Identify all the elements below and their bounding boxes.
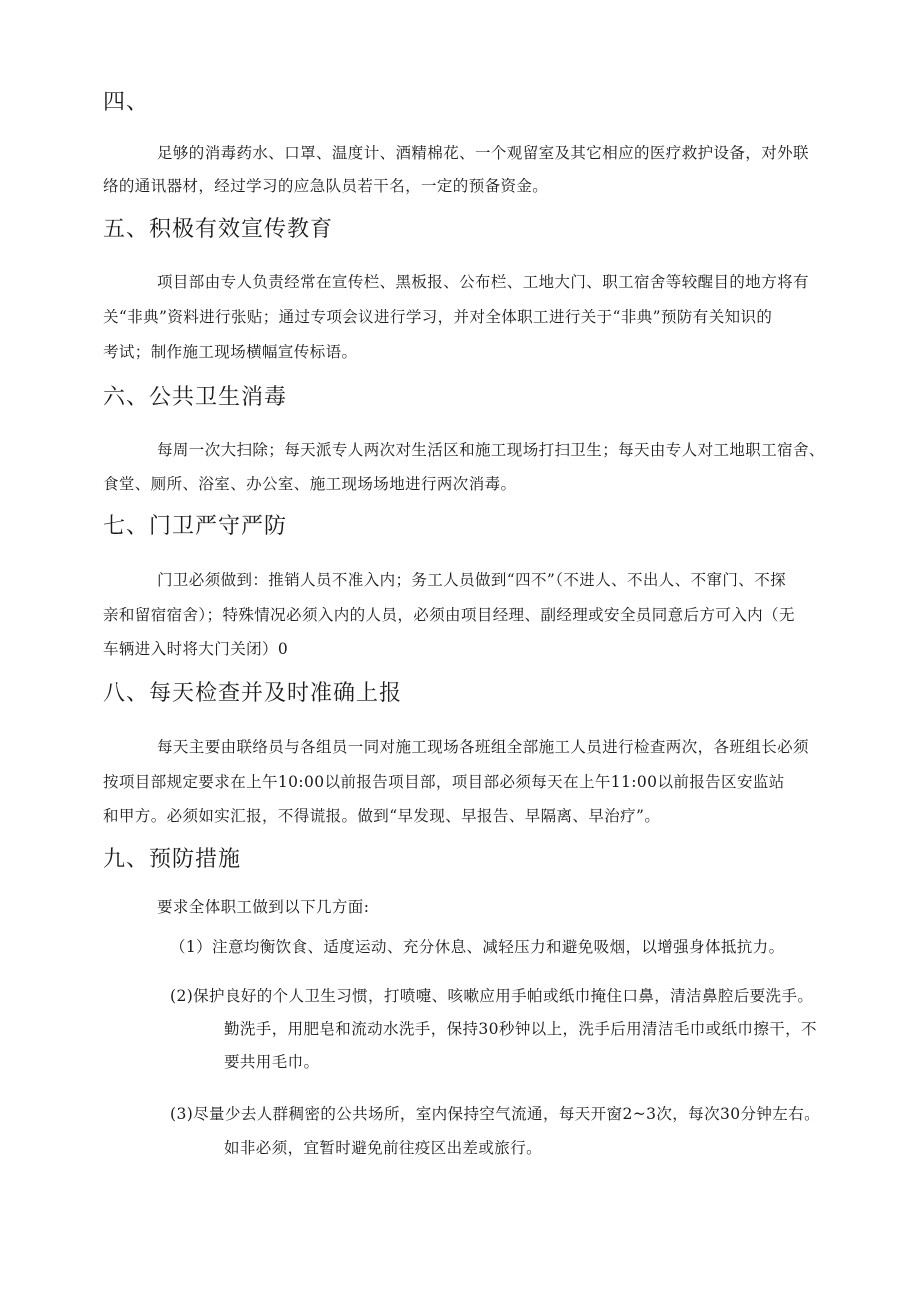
section-heading-6: 六、公共卫生消毒 — [103, 385, 288, 410]
section-heading-8: 八、每天检查并及时准确上报 — [103, 681, 403, 706]
paragraph-line: 亲和留宿宿舍）；特殊情况必须入内的人员，必须由项目经理、副经理或安全员同意后方可入内（无 — [103, 606, 795, 624]
list-item-3: (3)尽量少去人群稠密的公共场所，室内保持空气流通，每天开窗2~3次，每次30分钟左右。 — [170, 1105, 820, 1123]
section-heading-5: 五、积极有效宣传教育 — [103, 217, 334, 242]
list-item-1: （1）注意均衡饮食、适度运动、充分休息、减轻压力和避免吸烟，以增强身体抵抗力。 — [170, 938, 785, 956]
paragraph-line: 项目部由专人负责经常在宣传栏、黑板报、公布栏、工地大门、职工宿舍等较醒目的地方将有 — [157, 273, 809, 291]
section-heading-4: 四、 — [103, 90, 150, 115]
paragraph-line: 每天主要由联络员与各组员一同对施工现场各班组全部施工人员进行检查两次，各班组长必须 — [157, 738, 809, 756]
paragraph-line: 和甲方。必须如实汇报，不得谎报。做到“早发现、早报告、早隔离、早治疗”。 — [103, 807, 661, 825]
list-item-2: (2)保护良好的个人卫生习惯，打喷嚏、咳嗽应用手帕或纸巾掩住口鼻，清洁鼻腔后要洗手。 — [170, 987, 814, 1005]
paragraph-line: 每周一次大扫除；每天派专人两次对生活区和施工现场打扫卫生；每天由专人对工地职工宿舍、 — [157, 441, 825, 459]
paragraph-line: 按项目部规定要求在上午10:00以前报告项目部，项目部必须每天在上午11:00以前报告区安监站 — [103, 773, 785, 791]
paragraph-line: 要求全体职工做到以下几方面: — [157, 898, 370, 916]
paragraph-line: 关“非典”资料进行张贴；通过专项会议进行学习，并对全体职工进行关于“非典”预防有关知识的 — [103, 308, 773, 326]
paragraph-line: 考试；制作施工现场横幅宣传标语。 — [103, 343, 358, 361]
list-item-2-continuation: 要共用毛巾。 — [224, 1053, 320, 1071]
section-heading-9: 九、预防措施 — [103, 847, 242, 872]
paragraph-line: 车辆进入时将大门关闭）0 — [103, 640, 289, 658]
paragraph-line: 络的通讯器材，经过学习的应急队员若干名，一定的预备资金。 — [103, 177, 549, 195]
section-heading-7: 七、门卫严守严防 — [103, 514, 288, 539]
paragraph-line: 门卫必须做到：推销人员不准入内；务工人员做到“四不”（不进人、不出人、不窜门、不探 — [157, 571, 787, 589]
paragraph-line: 足够的消毒药水、口罩、温度计、酒精棉花、一个观留室及其它相应的医疗救护设备，对外联 — [157, 144, 809, 162]
list-item-3-continuation: 如非必须，宜暂时避免前往疫区出差或旅行。 — [224, 1139, 543, 1157]
list-item-2-continuation: 勤洗手，用肥皂和流动水洗手，保持30秒钟以上，洗手后用清洁毛巾或纸巾擦干，不 — [224, 1020, 817, 1038]
paragraph-line: 食堂、厕所、浴室、办公室、施工现场场地进行两次消毒。 — [103, 475, 517, 493]
